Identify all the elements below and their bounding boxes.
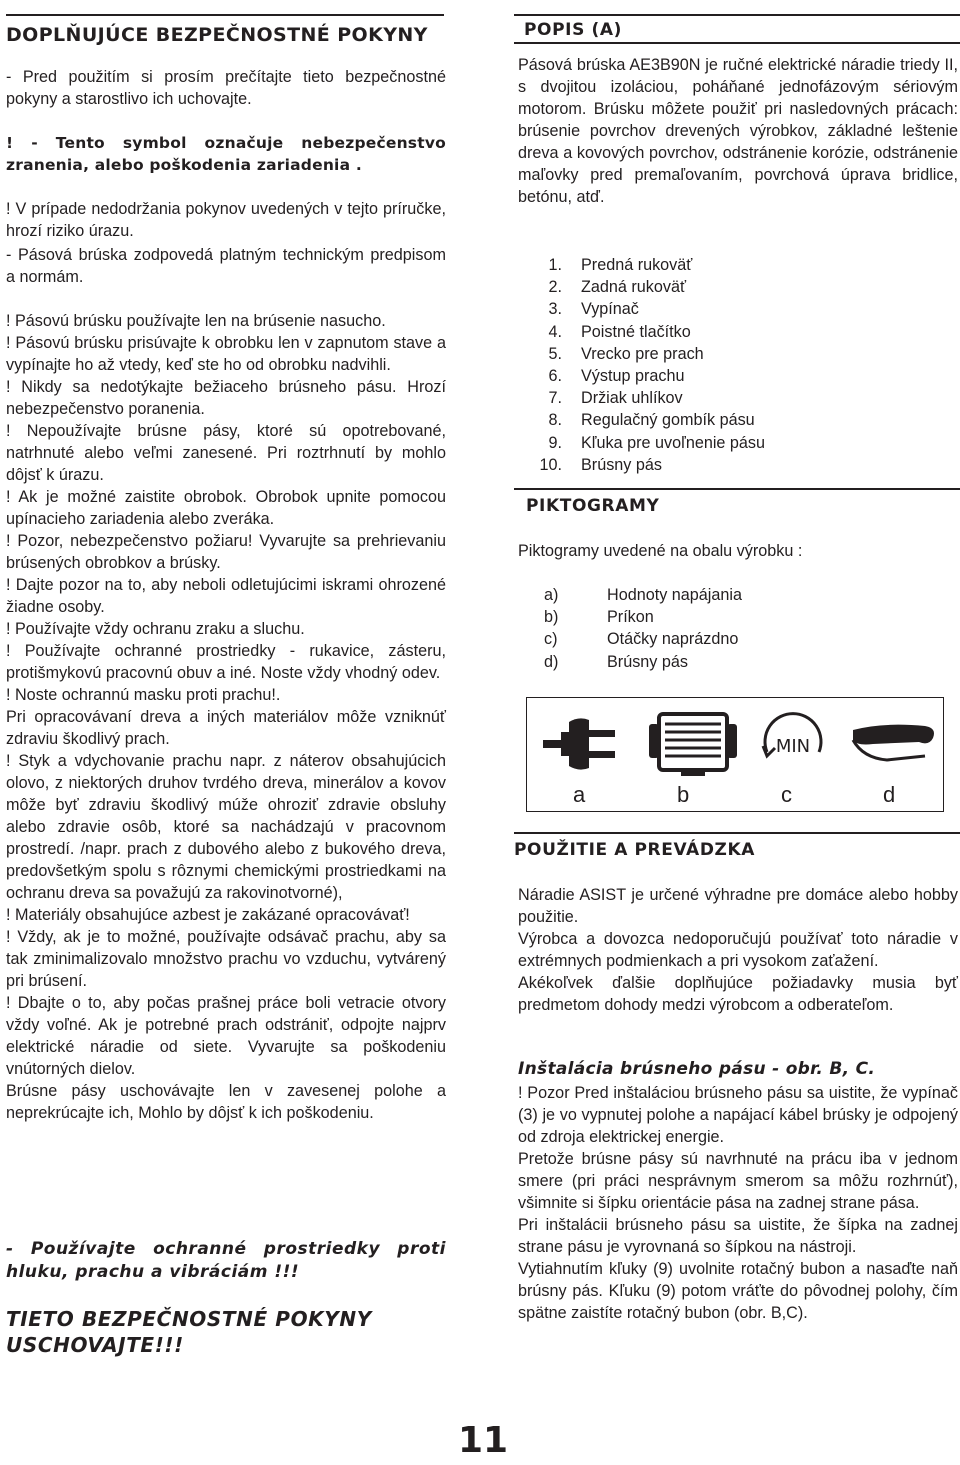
description-paragraph: Pásová brúska AE3B90N je ručné elektrické náradie triedy II, s dvojitou izoláciou, poháňané jednofázovým sériovým motorom. Brúsku môžete použiť pri nasledovných prácach: brúsenie povrchov drevených výrobkov, základné leštenie dreva a kovových povrchov, odstránenie korózie, odstránenie maľovky pred premaľovaním, povrchová úprava bridlice, betónu, atď. <box>518 56 958 206</box>
idle-speed-icon <box>753 702 833 778</box>
intro-paragraph: - Pred použitím si prosím prečítajte tieto bezpečnostné pokyny a starostlivo ich uchovajte. <box>6 68 446 108</box>
section-title-safety: DOPLŇUJÚCE BEZPEČNOSTNÉ POKYNY <box>6 14 444 46</box>
list-item: b) Príkon <box>544 608 654 627</box>
installation-paragraph: ! Pozor Pred inštaláciou brúsneho pásu sa uistite, že vypínač (3) je vo vypnutej polohe a napájací kábel brúsky je odpojený od zdroja elektrickej energie. <box>518 1084 958 1146</box>
rule-item: ! Pozor, nebezpečenstvo požiaru! Vyvarujte sa prehrievaniu brúsených obrobkov a brúsky. <box>6 532 446 572</box>
rule-item: ! Pásovú brúsku používajte len na brúsenie nasucho. <box>6 312 386 330</box>
rule-item: ! Nepoužívajte brúsne pásy, ktoré sú opotrebované, natrhnuté alebo veľmi zanesené. Pri roztrhnutí by mohlo dôjsť k úrazu. <box>6 422 446 484</box>
list-item: a) Hodnoty napájania <box>544 586 743 604</box>
risk-paragraph: ! V prípade nedodržania pokynov uvedených v tejto príručke, hrozí riziko úrazu. <box>6 200 446 240</box>
rule-item: ! Pásovú brúsku prisúvajte k obrobku len v zapnutom stave a vypínajte ho až vtedy, keď ste ho od obrobku nadvihli. <box>6 334 446 374</box>
list-item: d) Brúsny pás <box>544 652 688 671</box>
list-item: 10. Brúsny pás <box>539 455 662 474</box>
section-title-pictograms: PIKTOGRAMY <box>514 488 960 516</box>
page-number: 11 <box>458 1420 509 1461</box>
parts-list <box>518 254 958 476</box>
pictogram-panel <box>526 697 944 812</box>
list-item: 9. Kľuka pre uvoľnenie pásu <box>548 433 766 452</box>
pictograms-intro: Piktogramy uvedené na obalu výrobku : <box>518 542 803 560</box>
section-title-usage: POUŽITIE A PREVÁDZKA <box>514 832 960 860</box>
list-item: 7. Držiak uhlíkov <box>548 389 683 408</box>
list-item: 1. Predná rukoväť <box>548 256 693 274</box>
usage-paragraph: Akékoľvek ďalšie doplňujúce požiadavky musia byť predmetom dohody medzi výrobcom a odberateľom. <box>518 974 958 1014</box>
sanding-belt-icon <box>843 716 939 768</box>
installation-title: Inštalácia brúsneho pásu - obr. B, C. <box>518 1059 876 1079</box>
min-label: MIN <box>775 736 811 757</box>
pictogram-label: d <box>883 782 896 807</box>
motor-icon <box>643 706 743 778</box>
installation-paragraph: Pretože brúsne pásy sú navrhnuté na prácu iba v jednom smere (pri práci nesprávnym smerom sa môžu rozhrnúť), všimnite si šípku orientácie pása na zadnej strane pása. <box>518 1150 958 1212</box>
rule-item: ! Používajte ochranné prostriedky - rukavice, zásteru, protišmykovú pracovnú obuv a iné. Noste vždy vhodný odev. <box>6 642 446 682</box>
installation-paragraph: Pri inštalácii brúsneho pásu sa uistite, že šípka na zadnej strane pásu je vyrovnaná so šípkou na nástroji. <box>518 1216 958 1256</box>
list-item: 5. Vrecko pre prach <box>548 344 704 363</box>
rule-item: ! Používajte vždy ochranu zraku a sluchu. <box>6 620 305 638</box>
list-item: 2. Zadná rukoväť <box>548 278 687 297</box>
rule-item: ! Nikdy sa nedotýkajte bežiaceho brúsneho pásu. Hrozí nebezpečenstvo poranenia. <box>6 378 446 418</box>
pictogram-label: b <box>677 782 690 807</box>
list-item: c) Otáčky naprázdno <box>544 630 739 649</box>
rule-item: ! Vždy, ak je to možné, používajte odsávač prachu, aby sa tak zminimalizovalo množstvo prachu vo vzduchu, vytvárený pri brúsení. <box>6 928 446 990</box>
usage-paragraph: Náradie ASIST je určené výhradne pre domáce alebo hobby použitie. <box>518 886 958 926</box>
warning-symbol-paragraph: ! - Tento symbol označuje nebezpečenstvo zranenia, alebo poškodenia zariadenia . <box>6 134 446 174</box>
rule-item: ! Ak je možné zaistite obrobok. Obrobok upnite pomocou upínacieho zariadenia alebo zveráka. <box>6 488 446 528</box>
pictogram-label: a <box>573 782 586 807</box>
power-plug-icon <box>541 710 625 778</box>
pictogram-label: c <box>781 782 792 807</box>
description-title-text: POPIS (A) <box>524 20 622 40</box>
installation-paragraph: Vytiahnutím kľuky (9) uvolnite rotačný bubon a nasaďte naň brúsny pás. Kľuku (9) potom vráťte do pôvodnej polohy, čím spätne zaistíte rotačný bubon (obr. B,C). <box>518 1260 958 1322</box>
rule-item: ! Noste ochrannú masku proti prachu!. <box>6 686 281 704</box>
list-item: 3. Vypínač <box>548 300 639 319</box>
norms-paragraph: - Pásová brúska zodpovedá platným technickým predpisom a normám. <box>6 246 446 286</box>
rule-item: ! Materiály obsahujúce azbest je zakázané opracovávať! <box>6 906 410 924</box>
pictograms-list <box>518 584 958 673</box>
list-item: 6. Výstup prachu <box>548 367 685 386</box>
rule-item: ! Dbajte o to, aby počas prašnej práce boli vetracie otvory vždy voľné. Ak je potrebné prach odstrániť, odpojte najprv elektrické náradie od siete. Vyvarujte sa poškodeniu vnútorných dielov. <box>6 994 446 1078</box>
keep-instructions-note: TIETO BEZPEČNOSTNÉ POKYNY USCHOVAJTE!!! <box>6 1307 372 1357</box>
usage-paragraph: Výrobca a dovozca nedoporučujú používať toto náradie v extrémnych podmienkach a pri vysokom zaťažení. <box>518 930 958 970</box>
list-item: 4. Poistné tlačítko <box>548 322 691 341</box>
protective-equipment-note: - Používajte ochranné prostriedky proti hluku, prachu a vibráciám !!! <box>6 1239 446 1282</box>
rule-item: ! Dajte pozor na to, aby neboli odletujúcimi iskrami ohrozené žiadne osoby. <box>6 576 446 616</box>
safety-rules-list <box>6 310 446 1124</box>
rule-item: ! Styk a vdychovanie prachu napr. z náterov obsahujúcich olovo, z niektorých druhov tvrdého dreva, minerálov a kovov môže byť zdraviu škodlivý múže ohroziť zdravie obsluhy alebo zdravie osôb, ktoré sa nachádzajú v pracovnom prostredí. /napr. prach z dubového alebo z bukového dreva, predovšetkým spolu s rôznymi chemickými prostriedkami na ochranu dreva sa považujú za rakovinotvorné), <box>6 752 446 902</box>
list-item: 8. Regulačný gombík pásu <box>548 411 755 430</box>
rule-item: Pri opracovávaní dreva a iných materiálov môže vzniknúť zdraviu škodlivý prach. <box>6 708 446 748</box>
rule-item: Brúsne pásy uschovávajte len v zavesenej polohe a neprekrúcajte ich, Mohlo by dôjsť k ich poškodeniu. <box>6 1082 446 1122</box>
section-title-description <box>514 14 960 45</box>
